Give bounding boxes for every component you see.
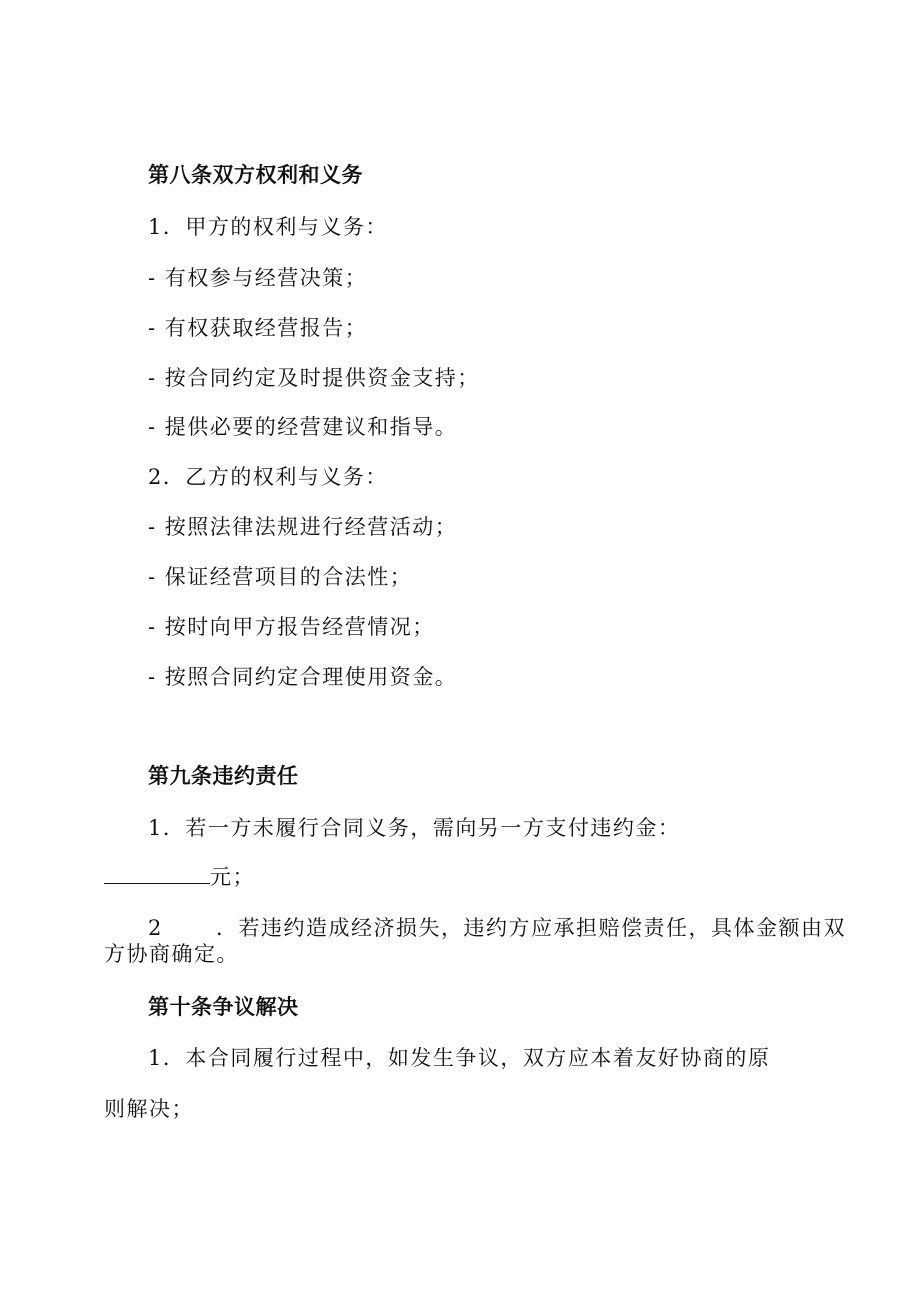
party-a-item: - 按合同约定及时提供资金支持； [148,366,480,390]
article-10-clause-1-continuation: 则解决； [104,1097,194,1121]
article-9-clause-2-text: ．若违约造成经济损失，违约方应承担赔偿责任，具体金额由双 [216,916,846,940]
penalty-amount-blank [104,863,210,884]
article-9-clause-2-continuation: 方协商确定。 [104,942,239,966]
party-b-item: - 按照法律法规进行经营活动； [148,515,458,539]
party-b-item: - 保证经营项目的合法性； [148,565,413,589]
party-b-item: - 按时向甲方报告经营情况； [148,615,435,639]
article-9-clause-1: 1．若一方未履行合同义务，需向另一方支付违约金： [148,816,681,840]
article-10-clause-1: 1．本合同履行过程中，如发生争议，双方应本着友好协商的原 [148,1046,771,1070]
party-b-item: - 按照合同约定合理使用资金。 [148,665,458,689]
penalty-amount-unit: 元； [210,865,255,889]
article-10-heading: 第十条争议解决 [148,995,299,1019]
article-9-clause-2-number: 2 [148,916,163,940]
party-b-title: 2．乙方的权利与义务： [148,465,388,489]
party-a-item: - 有权参与经营决策； [148,266,368,290]
article-8-heading: 第八条双方权利和义务 [148,163,363,187]
party-a-title: 1．甲方的权利与义务： [148,215,388,239]
party-a-item: - 有权获取经营报告； [148,316,368,340]
penalty-amount-line [104,863,255,890]
article-9-heading: 第九条违约责任 [148,764,299,788]
party-a-item: - 提供必要的经营建议和指导。 [148,415,458,439]
